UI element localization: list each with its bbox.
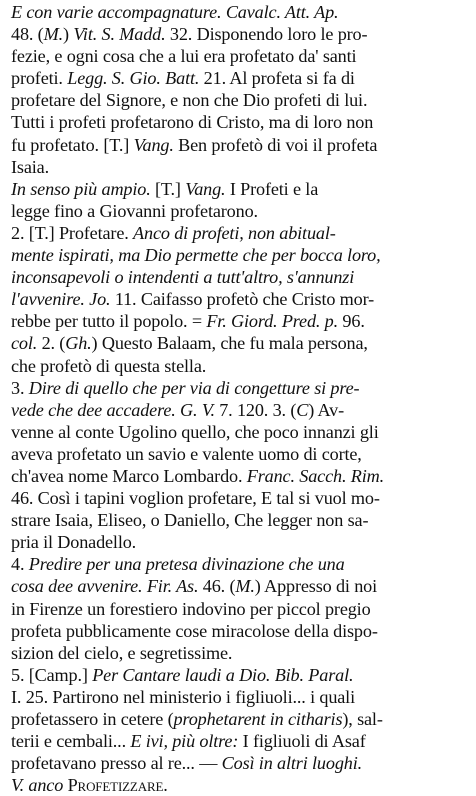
text-run: E con varie accompagnature. Cavalc. Att. Ap. <box>11 2 339 22</box>
text-run: ) Questo Balaam, che fu mala persona, <box>91 333 368 354</box>
text-run: M. <box>235 576 255 597</box>
text-run: 2. ( <box>37 333 66 354</box>
text-line <box>11 730 467 752</box>
text-run: profeta pubblicamente cose miracolose della dispo- <box>11 620 378 641</box>
text-run: vede che dee accadere. G. V. <box>11 399 215 420</box>
text-run: fezie, e ogni cosa che a lui era profetato da' santi <box>11 46 357 67</box>
text-run: Isaia. <box>11 156 49 177</box>
text-line <box>11 509 467 531</box>
text-run: profetavano presso al re... — <box>11 753 222 774</box>
text-run: fu profetato. [T.] <box>11 134 134 155</box>
text-run: 48. ( <box>11 24 44 45</box>
text-run: Per Cantare laudi a Dio. Bib. Paral. <box>92 664 354 685</box>
text-line <box>11 332 467 354</box>
text-line <box>11 377 467 399</box>
text-line <box>11 178 467 200</box>
text-line <box>11 620 467 642</box>
text-run: 46. Così i tapini voglion profetare, E tal si vuol mo- <box>11 488 380 509</box>
text-line <box>11 399 467 421</box>
text-line <box>11 465 467 487</box>
text-line <box>11 774 467 796</box>
text-run: I figliuoli di Asaf <box>238 731 366 752</box>
text-run: Vang. <box>133 134 174 155</box>
text-run: Anco di profeti, non abitual- <box>133 222 336 243</box>
text-line <box>11 67 467 89</box>
text-run: che profetò di questa stella. <box>11 355 207 376</box>
text-run: terii e cembali... <box>11 731 131 752</box>
text-run: inconsapevoli o intendenti a tutt'altro, s'annunzi <box>11 267 355 288</box>
text-line <box>11 686 467 708</box>
text-line <box>11 266 467 288</box>
text-run: 7. 120. 3. ( <box>214 399 297 420</box>
text-run: C <box>296 399 309 420</box>
text-run: Fr. Giord. Pred. p. <box>206 311 339 332</box>
text-line <box>11 156 467 178</box>
text-run: profeti. <box>11 68 68 89</box>
text-line <box>11 421 467 443</box>
text-line <box>11 487 467 509</box>
text-run: Legg. S. Gio. Batt. <box>67 68 200 89</box>
text-line <box>11 200 467 222</box>
text-run: pria il Donadello. <box>11 532 137 553</box>
text-run: ) Appresso di noi <box>254 576 378 597</box>
text-run: mente ispirati, ma Dio permette che per bocca loro, <box>11 245 381 266</box>
text-run: 46. ( <box>198 576 236 597</box>
text-run: In senso più ampio. <box>11 178 151 199</box>
text-line <box>11 598 467 620</box>
text-run: l'avvenire. Jo. <box>11 289 111 310</box>
text-run: 5. [Camp.] <box>11 664 93 685</box>
text-run: venne al conte Ugolino quello, che poco innanzi gli <box>11 421 379 442</box>
text-run: 4. <box>11 554 29 575</box>
text-run: 3. <box>11 377 29 398</box>
text-run: 21. Al profeta si fa di <box>199 68 355 89</box>
text-run: V. anco <box>11 775 64 796</box>
text-run: M. <box>43 24 63 45</box>
text-run: sizion del cielo, e segretissime. <box>11 642 233 663</box>
text-line <box>11 531 467 553</box>
text-run: I Profeti e la <box>225 178 319 199</box>
text-line <box>11 288 467 310</box>
text-line <box>11 355 467 377</box>
text-line <box>11 244 467 266</box>
text-line <box>11 642 467 664</box>
text-run: 32. Disponendo loro le pro- <box>165 24 368 45</box>
text-line <box>11 134 467 156</box>
text-line <box>11 752 467 774</box>
text-run: prophetarent in citharis <box>173 709 343 729</box>
text-line <box>11 664 467 686</box>
text-line <box>11 23 467 45</box>
text-run: Profetizzare. <box>67 775 168 796</box>
text-run: Predire per una pretesa divinazione che una <box>28 554 345 575</box>
text-run: Vit. S. Madd. <box>73 24 166 45</box>
text-line <box>11 553 467 575</box>
text-run: 96. <box>338 311 365 332</box>
text-line <box>11 89 467 111</box>
text-run: aveva profetato un savio e valente uomo di corte, <box>11 443 362 464</box>
text-run: profetassero in cetere ( <box>11 709 174 729</box>
text-run: 2. [T.] Profetare. <box>11 222 134 243</box>
text-run: 11. Caifasso profetò che Cristo mor- <box>110 289 375 310</box>
text-run: strare Isaia, Eliseo, o Daniello, Che legger non sa- <box>11 510 369 531</box>
text-run: rebbe per tutto il popolo. = <box>11 311 207 332</box>
text-run: legge fino a Giovanni profetarono. <box>11 200 258 221</box>
text-line <box>11 575 467 597</box>
text-run: ch'avea nome Marco Lombardo. <box>11 465 247 486</box>
text-run: [T.] <box>150 178 186 199</box>
text-run: Così in altri luoghi. <box>221 753 363 774</box>
text-run: Tutti i profeti profetarono di Cristo, ma di loro non <box>11 112 374 133</box>
text-run: profetare del Signore, e non che Dio profeti di lui. <box>11 90 368 111</box>
text-line <box>11 708 467 730</box>
text-run: Gh. <box>65 333 92 354</box>
text-line <box>11 1 467 23</box>
text-run: cosa dee avvenire. Fir. As. <box>11 576 199 597</box>
text-run: col. <box>11 333 38 354</box>
text-run: in Firenze un forestiero indovino per piccol pregio <box>11 598 371 619</box>
text-line <box>11 45 467 67</box>
text-run: Franc. Sacch. Rim. <box>246 465 384 486</box>
text-run: E ivi, più oltre: <box>130 731 239 752</box>
text-run: ) Av- <box>308 399 345 420</box>
text-run: ), sal- <box>342 709 383 729</box>
text-run: Dire di quello che per via di congetture si pre- <box>28 377 360 398</box>
text-line <box>11 111 467 133</box>
text-run: Ben profetò di voi il profeta <box>173 134 378 155</box>
text-line <box>11 310 467 332</box>
text-line <box>11 443 467 465</box>
text-line <box>11 222 467 244</box>
text-run: Vang. <box>185 178 226 199</box>
text-run: I. 25. Partirono nel ministerio i figliuoli... i quali <box>11 686 355 707</box>
text-run: ) <box>63 24 74 45</box>
